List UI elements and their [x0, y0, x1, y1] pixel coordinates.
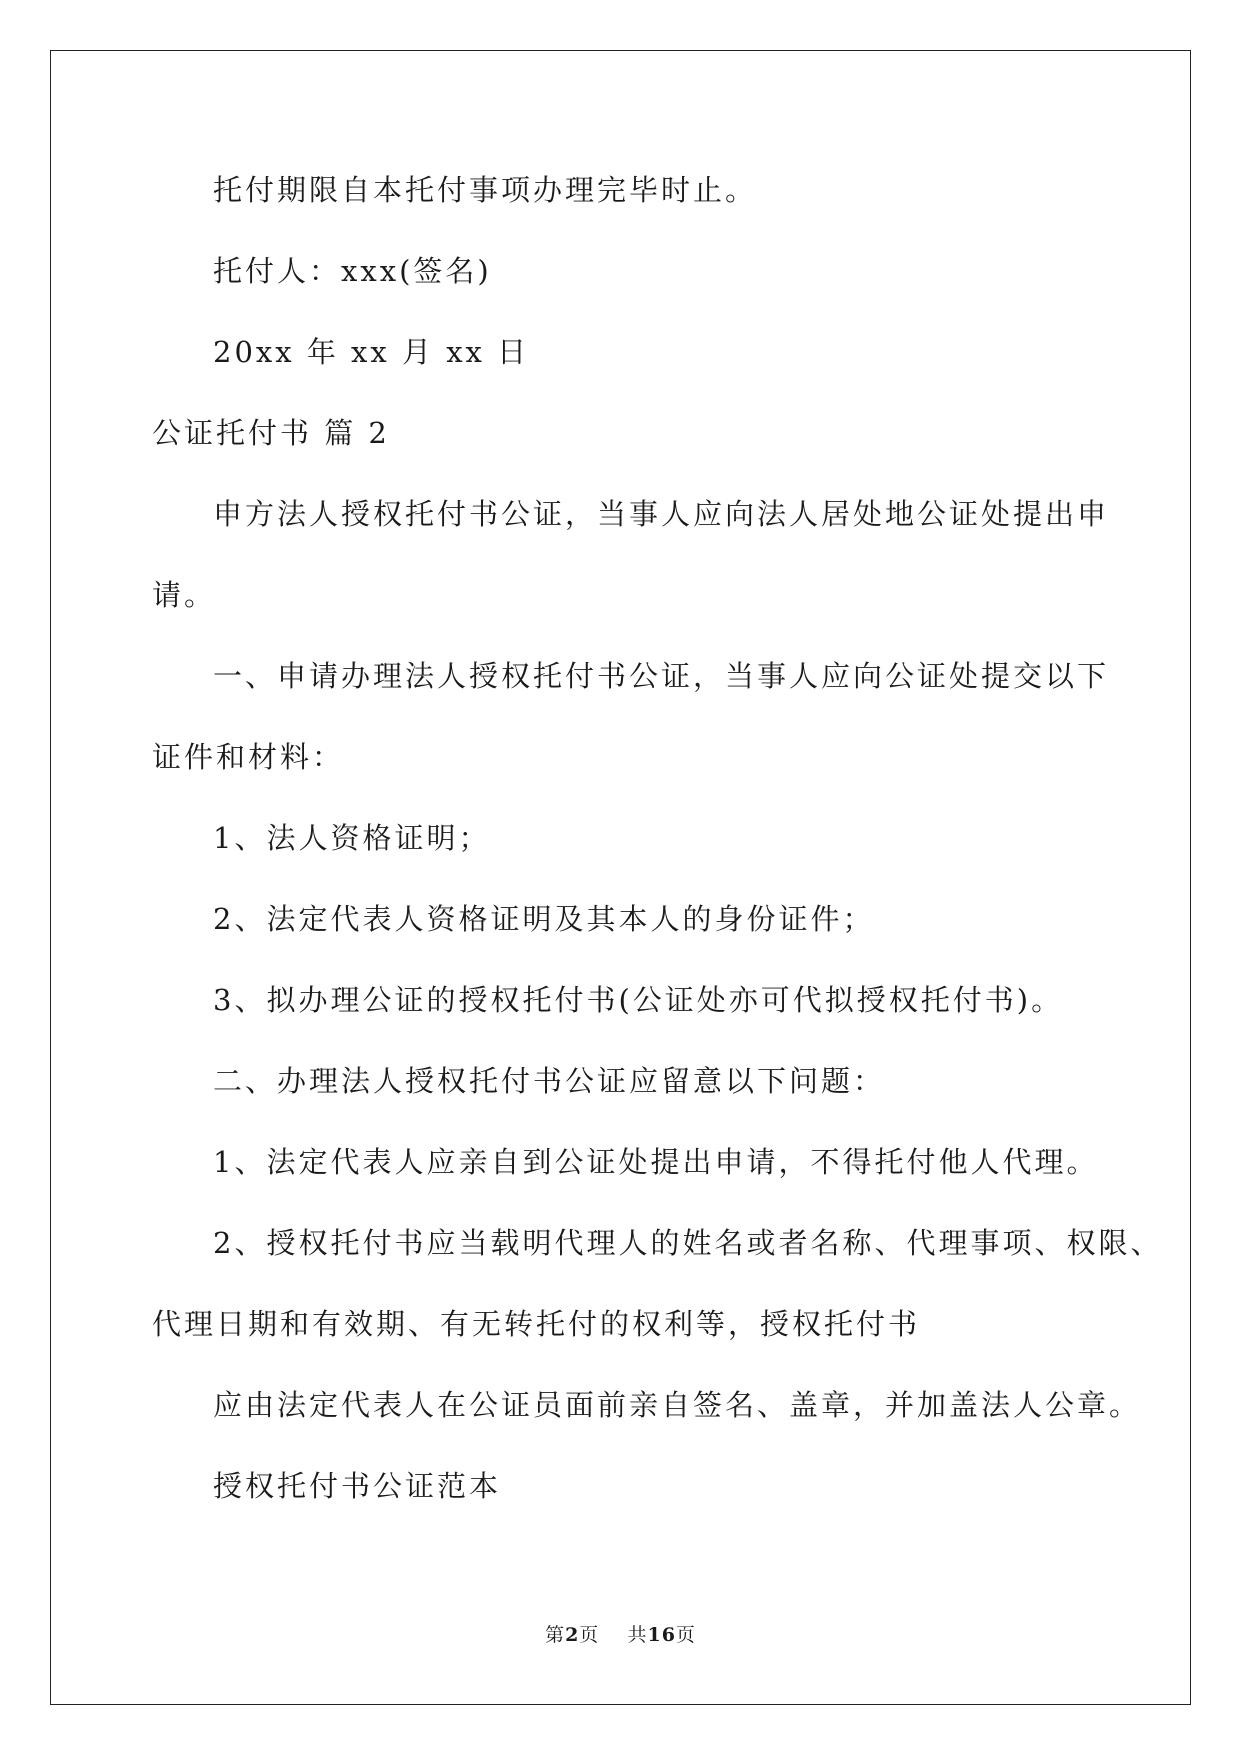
list-item-1: 1、法人资格证明； [213, 821, 491, 855]
footer-page-number: 2 [565, 1624, 580, 1646]
text-line-item-two: 二、办理法人授权托付书公证应留意以下问题： [213, 1064, 886, 1098]
section-heading: 公证托付书 篇 2 [152, 416, 390, 450]
text-line-item-one-cont: 证件和材料： [152, 740, 345, 774]
text-line-item-one: 一、申请办理法人授权托付书公证，当事人应向公证处提交以下 [213, 659, 1110, 693]
list-item-3: 3、拟办理公证的授权托付书(公证处亦可代拟授权托付书)。 [213, 983, 1064, 1017]
text-line-date: 20xx 年 xx 月 xx 日 [213, 335, 530, 369]
footer-total-pages: 16 [647, 1624, 676, 1646]
list-item-b1: 1、法定代表人应亲自到公证处提出申请，不得托付他人代理。 [213, 1145, 1099, 1179]
list-item-2: 2、法定代表人资格证明及其本人的身份证件； [213, 902, 875, 936]
page-footer [0, 1623, 1241, 1647]
footer-prefix: 第 [545, 1624, 566, 1646]
text-line-sample: 授权托付书公证范本 [213, 1469, 502, 1503]
text-line-seal: 应由法定代表人在公证员面前亲自签名、盖章，并加盖法人公章。 [213, 1388, 1142, 1422]
text-line-principal: 托付人：xxx(签名) [213, 254, 492, 288]
text-line-intro-cont: 请。 [152, 578, 217, 612]
text-line-intro: 申方法人授权托付书公证，当事人应向法人居处地公证处提出申 [213, 497, 1110, 531]
footer-suffix: 页 [675, 1624, 696, 1646]
list-item-b2-cont: 代理日期和有效期、有无转托付的权利等，授权托付书 [152, 1307, 921, 1341]
footer-middle: 页 共 [579, 1624, 648, 1646]
list-item-b2: 2、授权托付书应当载明代理人的姓名或者名称、代理事项、权限、 [213, 1226, 1163, 1260]
page-border [50, 50, 1191, 1705]
text-line-term: 托付期限自本托付事项办理完毕时止。 [213, 173, 758, 207]
